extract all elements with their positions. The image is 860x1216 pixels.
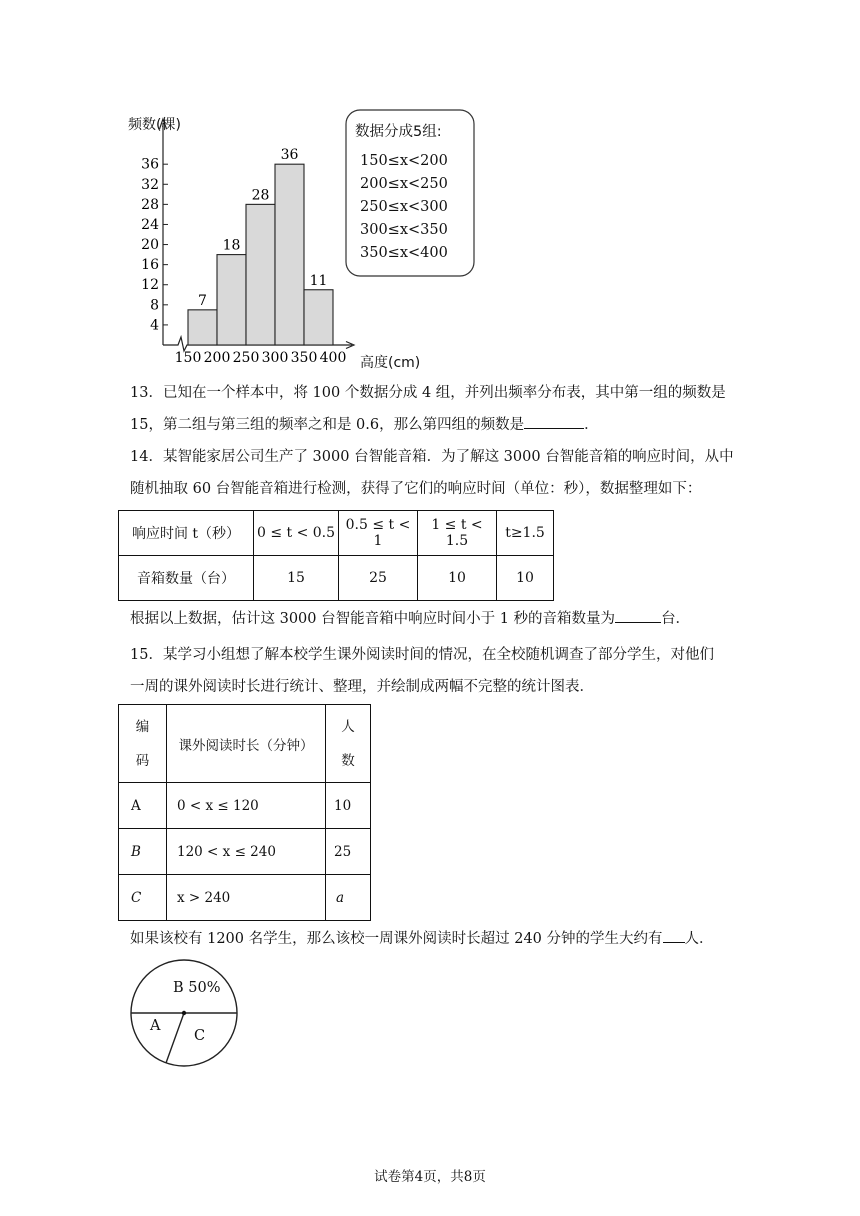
legend-item: 300≤x<350 [360, 222, 448, 238]
legend-title: 数据分成5组: [355, 124, 442, 140]
q14-row-cell: 10 [418, 556, 497, 601]
histogram-bar [217, 255, 246, 345]
q15-head-duration: 课外阅读时长（分钟） [167, 705, 326, 783]
y-tick-label: 8 [150, 297, 159, 314]
q15-question-line [130, 923, 730, 955]
x-tick-label: 200 [203, 350, 231, 366]
q15-question-text: 如果该校有 1200 名学生，那么该校一周课外阅读时长超过 240 分钟的学生大约有 [130, 931, 663, 947]
q13-line2-end: ． [584, 417, 599, 433]
q14-header-cell: 0 ≤ t < 0.5 [254, 511, 339, 556]
q15-range-cell: x > 240 [167, 875, 326, 921]
y-tick-label: 16 [141, 257, 159, 274]
histogram-bar [188, 310, 217, 345]
q13-line2 [130, 409, 730, 441]
legend-item: 250≤x<300 [360, 199, 448, 215]
q15-head-code [119, 705, 167, 783]
y-tick-label: 32 [141, 176, 159, 193]
q15-line1: 15．某学习小组想了解本校学生课外阅读时间的情况，在全校随机调查了部分学生，对他们 [130, 647, 714, 663]
q15-head-code-1: 编 [135, 718, 150, 735]
legend-item: 150≤x<200 [360, 153, 448, 169]
x-tick-label: 400 [319, 350, 347, 366]
x-tick-label: 350 [290, 350, 318, 366]
pie-center-dot [182, 1011, 186, 1015]
q15-answer-blank[interactable] [663, 926, 685, 943]
q14-response-time-table [118, 510, 554, 601]
q15-range-cell: 120 < x ≤ 240 [167, 829, 326, 875]
pie-label-b [173, 980, 221, 996]
q15-range-cell: 0 < x ≤ 120 [167, 783, 326, 829]
q14-header-cell: 0.5 ≤ t < 1 [339, 511, 418, 556]
q13-answer-blank[interactable] [524, 412, 584, 429]
q14-line1: 14．某智能家居公司生产了 3000 台智能音箱．为了解这 3000 台智能音箱的响应时间，从中 [130, 449, 734, 465]
q15-count-cell: a [326, 875, 371, 921]
x-tick-label: 250 [232, 350, 260, 366]
y-tick-label: 4 [150, 317, 159, 334]
y-tick-label: 12 [141, 277, 159, 294]
pie-label-a: A [150, 1018, 161, 1034]
q15-code-cell: A [119, 783, 167, 829]
q15-code-cell: B [119, 829, 167, 875]
q15-code-cell: C [119, 875, 167, 921]
page-footer: 试卷第4页，共8页 [374, 1169, 486, 1185]
q15-reading-time-table [118, 704, 371, 921]
q15-head-count-1: 人 [341, 718, 355, 735]
q13-line2-text: 15，第二组与第三组的频率之和是 0.6，那么第四组的频数是 [130, 417, 525, 433]
q15-count-cell: 25 [326, 829, 371, 875]
q15-head-count-2: 数 [341, 752, 355, 769]
q14-row-cell: 音箱数量（台） [119, 556, 254, 601]
q14-row-cell: 25 [339, 556, 418, 601]
y-tick-label: 36 [141, 156, 159, 173]
q15-question-end: 人． [684, 931, 714, 947]
bar-value-label: 28 [251, 187, 270, 204]
legend-item: 350≤x<400 [360, 245, 448, 261]
q14-header-cell: 响应时间 t（秒） [119, 511, 254, 556]
q14-header-cell: 1 ≤ t < 1.5 [418, 511, 497, 556]
histogram-bar [246, 204, 275, 345]
q14-after-text: 根据以上数据，估计这 3000 台智能音箱中响应时间小于 1 秒的音箱数量为 [130, 611, 616, 627]
pie-label-b-percent: 50% [188, 980, 221, 996]
bar-value-label: 36 [280, 147, 299, 164]
q14-row-cell: 15 [254, 556, 339, 601]
legend-item: 200≤x<250 [360, 176, 448, 192]
y-tick-label: 24 [141, 216, 159, 233]
pie-label-b-letter: B [173, 980, 184, 996]
q14-header-cell: t≥1.5 [497, 511, 554, 556]
q14-answer-blank[interactable] [615, 606, 661, 623]
y-tick-label: 28 [141, 196, 159, 213]
y-tick-label: 20 [141, 237, 159, 254]
bar-value-label: 11 [309, 272, 328, 289]
x-tick-label: 300 [261, 350, 289, 366]
histogram-x-axis-label: 高度(cm) [360, 355, 421, 371]
histogram-bar [304, 290, 333, 345]
histogram-bar [275, 164, 304, 345]
reading-time-pie-chart [126, 955, 242, 1071]
legend-items [360, 150, 448, 265]
q14-after-line [130, 603, 730, 635]
q15-head-code-2: 码 [135, 752, 150, 769]
q14-row-cell: 10 [497, 556, 554, 601]
histogram-y-axis-label: 频数(棵) [128, 117, 181, 133]
q15-head-count [326, 705, 371, 783]
q14-line2: 随机抽取 60 台智能音箱进行检测，获得了它们的响应时间（单位：秒），数据整理如下： [130, 481, 702, 497]
bar-value-label: 7 [198, 292, 207, 309]
q14-after-end: 台． [661, 611, 691, 627]
pie-label-c: C [194, 1028, 206, 1044]
q13-line1: 13．已知在一个样本中，将 100 个数据分成 4 组，并列出频率分布表，其中第一组的频数是 [130, 385, 726, 401]
bar-value-label: 18 [222, 237, 241, 254]
x-tick-label: 150 [174, 350, 202, 366]
q15-count-cell: 10 [326, 783, 371, 829]
q15-line2: 一周的课外阅读时长进行统计、整理，并绘制成两幅不完整的统计图表． [130, 679, 594, 695]
